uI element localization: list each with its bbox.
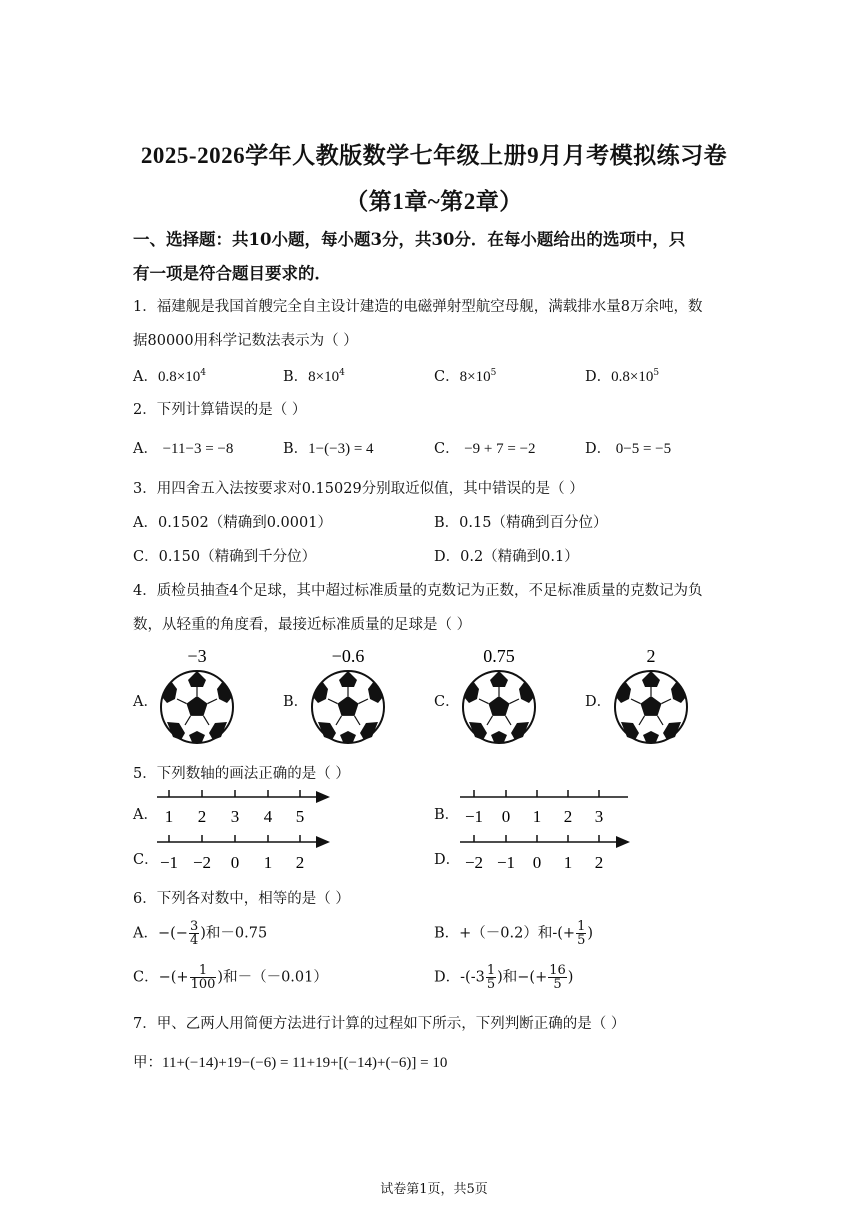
tick-label: 4 (263, 807, 273, 826)
option-text: −11−3 = −8 (162, 441, 234, 457)
option-text: )和−(+ (497, 969, 548, 986)
q7-jia-work (133, 1051, 447, 1072)
q5-stem: 5．下列数轴的画法正确的是（ ） (133, 766, 350, 782)
tick-label: 0 (230, 853, 240, 872)
q5-option-c-label[interactable]: C． (133, 852, 159, 868)
jia-expression: 11+(−14)+19−(−6) = 11+19+[(−14)+(−6)] = 10 (162, 1055, 448, 1071)
tick-label: 2 (563, 807, 573, 826)
option-text: ) (567, 969, 574, 986)
fraction: $\frac{3}{4}$ (189, 919, 199, 948)
q3-option-a[interactable]: A．0.1502（精确到0.0001） (133, 515, 332, 531)
option-text: )和－0.75 (200, 925, 268, 942)
option-label: D． (585, 369, 612, 385)
tick-label: 1 (532, 807, 542, 826)
exponent: 5 (490, 368, 497, 378)
q4-stem-line2: 数，从轻重的角度看，最接近标准质量的足球是（ ） (133, 617, 472, 633)
option-label: C． (133, 969, 159, 986)
q4-option-d-label[interactable]: D． (585, 694, 612, 710)
arrow-icon (616, 836, 630, 848)
fraction: $\frac{16}{5}$ (549, 963, 566, 992)
q7-stem: 7．甲、乙两人用简便方法进行计算的过程如下所示，下列判断正确的是（ ） (133, 1016, 626, 1032)
option-text: 8×10 (459, 369, 491, 385)
option-label: A． (133, 369, 158, 385)
q6-option-c[interactable] (133, 964, 328, 991)
option-text: −9 + 7 = −2 (464, 441, 536, 457)
tick-label: 5 (295, 807, 305, 826)
page-title: 2025-2026学年人教版数学七年级上册9月月考模拟练习卷 (140, 143, 728, 168)
page-footer: 试卷第1页，共5页 (380, 1182, 488, 1197)
q4-value-a: −3 (187, 646, 207, 666)
q4-option-a-label[interactable]: A． (133, 694, 158, 710)
q6-option-a[interactable] (133, 920, 267, 947)
option-text: 0.8×10 (157, 369, 201, 385)
q4-option-b-label[interactable]: B． (283, 694, 309, 710)
q5-option-a-label[interactable]: A． (133, 807, 158, 823)
arrow-icon (316, 791, 330, 803)
q6-option-b[interactable] (434, 920, 593, 947)
tick-label: 2 (197, 807, 207, 826)
option-label: C． (434, 369, 460, 385)
option-label: B． (283, 369, 309, 385)
tick-label: 2 (295, 853, 305, 872)
tick-label: 1 (164, 807, 174, 826)
q5-option-d-label[interactable]: D． (434, 852, 461, 868)
tick-label: −2 (192, 853, 212, 872)
tick-label: 0 (532, 853, 542, 872)
soccer-ball-b-icon[interactable] (312, 671, 384, 743)
tick-label: −1 (496, 853, 516, 872)
q4-value-c: 0.75 (483, 646, 515, 666)
fraction: $\frac{1}{100}$ (190, 963, 216, 992)
q1-stem-line1: 1．福建舰是我国首艘完全自主设计建造的电磁弹射型航空母舰，满载排水量8万余吨，数 (133, 299, 703, 315)
fraction: $\frac{1}{5}$ (577, 919, 586, 948)
section-heading-line2: 有一项是符合题目要求的． (133, 264, 331, 283)
tick-label: 3 (594, 807, 604, 826)
q6-option-d[interactable] (434, 964, 573, 991)
q3-option-c[interactable]: C．0.150（精确到千分位） (133, 549, 317, 565)
option-label: A． (133, 441, 158, 457)
q2-stem: 2．下列计算错误的是（ ） (133, 402, 307, 418)
option-text: −(− (157, 925, 188, 942)
option-text: ) (587, 925, 594, 942)
option-label: D． (585, 441, 612, 457)
exponent: 5 (653, 368, 660, 378)
tick-label: 3 (230, 807, 240, 826)
arrow-icon (316, 836, 330, 848)
soccer-ball-c-icon[interactable] (463, 671, 535, 743)
page-subtitle: （第1章~第2章） (345, 189, 523, 214)
q3-option-d[interactable]: D．0.2（精确到0.1） (434, 549, 579, 565)
option-label: A． (133, 925, 158, 942)
q4-value-b: −0.6 (331, 646, 365, 666)
option-label: C． (434, 441, 460, 457)
tick-label: −1 (464, 807, 484, 826)
q4-stem-line1: 4．质检员抽查4个足球，其中超过标准质量的克数记为正数，不足标准质量的克数记为负 (133, 583, 703, 599)
option-text: +（－0.2）和-(+ (459, 925, 576, 942)
soccer-ball-a-icon[interactable] (161, 671, 233, 743)
q4-value-d: 2 (646, 646, 656, 666)
option-label: B． (283, 441, 309, 457)
option-text: 0−5 = −5 (615, 441, 672, 457)
q3-option-b[interactable]: B．0.15（精确到百分位） (434, 515, 608, 531)
tick-label: 0 (501, 807, 511, 826)
option-text: )和－（－0.01） (217, 969, 328, 986)
option-label: B． (434, 925, 460, 942)
q1-stem-line2: 据80000用科学记数法表示为（ ） (133, 333, 358, 349)
tick-label: −2 (464, 853, 484, 872)
q3-stem: 3．用四舍五入法按要求对0.15029分别取近似值，其中错误的是（ ） (133, 481, 584, 497)
exponent: 4 (200, 368, 206, 378)
section-heading-line1: 一、选择题：共10小题，每小题3分，共30分．在每小题给出的选项中，只 (133, 230, 686, 249)
tick-label: 1 (263, 853, 273, 872)
q6-stem: 6．下列各对数中，相等的是（ ） (133, 891, 350, 907)
option-label: D． (434, 969, 461, 986)
q4-option-c-label[interactable]: C． (434, 694, 460, 710)
jia-label: 甲： (133, 1055, 162, 1071)
tick-label: 2 (594, 853, 604, 872)
option-text: -(-3 (460, 969, 485, 986)
tick-label: 1 (563, 853, 573, 872)
option-text: 0.8×10 (611, 369, 654, 385)
q5-option-b-label[interactable]: B． (434, 807, 460, 823)
fraction: $\frac{1}{5}$ (486, 963, 496, 992)
exponent: 4 (339, 368, 345, 378)
tick-label: −1 (159, 853, 179, 872)
soccer-ball-d-icon[interactable] (615, 671, 687, 743)
option-text: 8×10 (308, 369, 340, 385)
option-text: 1−(−3) = 4 (308, 441, 374, 457)
option-text: −(+ (158, 969, 189, 986)
